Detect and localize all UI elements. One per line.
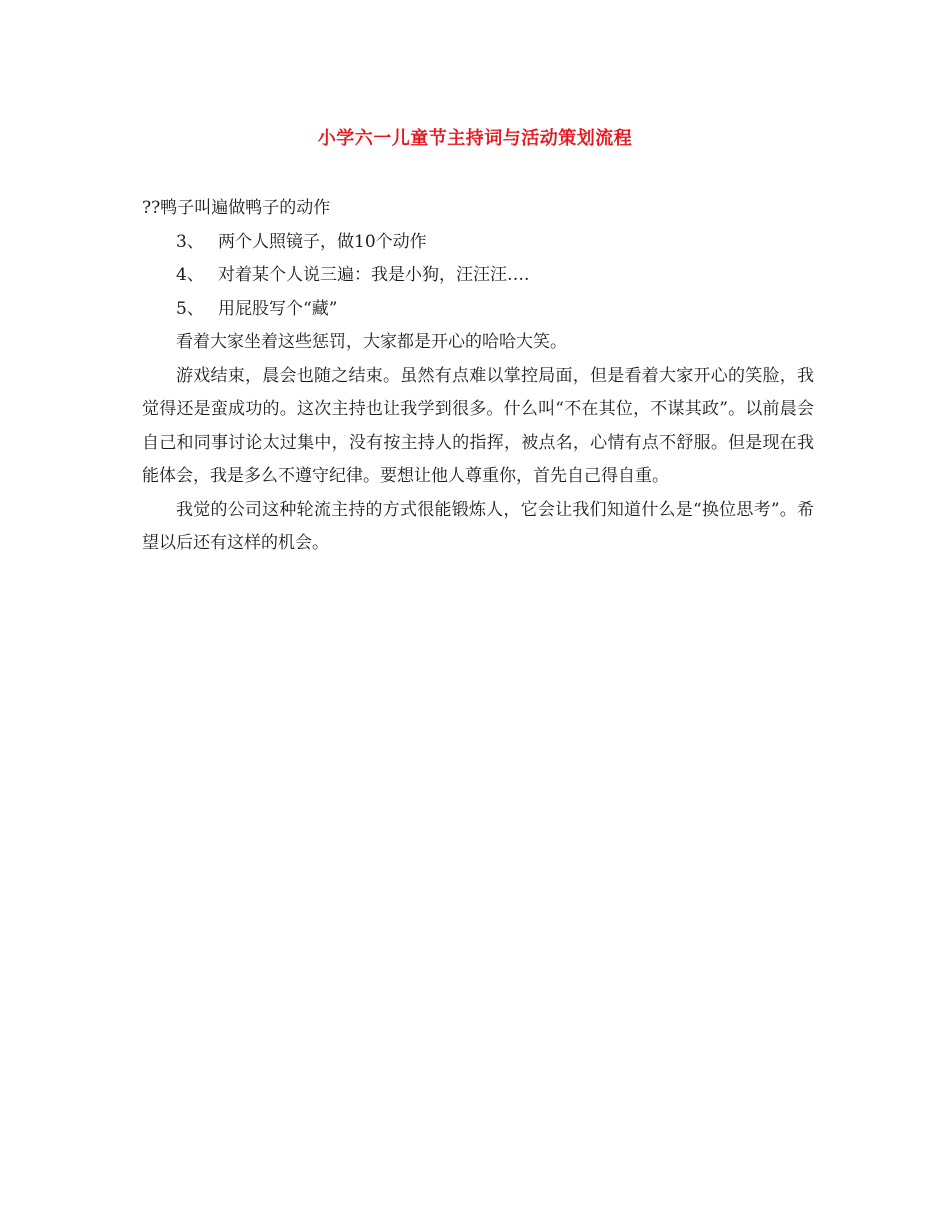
intro-line: ??鸭子叫遍做鸭子的动作 xyxy=(142,198,331,218)
list-item-text: 两个人照镜子，做10个动作 xyxy=(218,231,427,252)
list-item-number: 4、 xyxy=(176,265,204,285)
list-item-number: 3、 xyxy=(176,231,204,252)
list-item-number: 5、 xyxy=(176,298,204,319)
list-item-text: 对着某个人说三遍：我是小狗，汪汪汪…. xyxy=(218,265,530,285)
list-item-5 xyxy=(142,293,814,327)
paragraph-2: 游戏结束，晨会也随之结束。虽然有点难以掌控局面，但是看着大家开心的笑脸，我觉得还是蛮成功的。这次主持也让我学到很多。什么叫“不在其位，不谋其政”。以前晨会自己和同事讨论太过集中，没有按主持人的指挥，被点名，心情有点不舒服。但是现在我能体会，我是多么不遵守纪律。要想让他人尊重你，首先自己得自重。 xyxy=(142,365,814,486)
document-body xyxy=(142,192,814,561)
paragraph-1: 看着大家坐着这些惩罚，大家都是开心的哈哈大笑。 xyxy=(176,332,567,352)
paragraph-3: 我觉的公司这种轮流主持的方式很能锻炼人，它会让我们知道什么是“换位思考”。希望以后还有这样的机会。 xyxy=(142,499,814,553)
document-title: 小学六一儿童节主持词与活动策划流程 xyxy=(317,128,633,149)
list-item-4 xyxy=(142,259,814,293)
list-item-text: 用屁股写个“藏” xyxy=(218,298,338,319)
list-item-3 xyxy=(142,226,814,260)
